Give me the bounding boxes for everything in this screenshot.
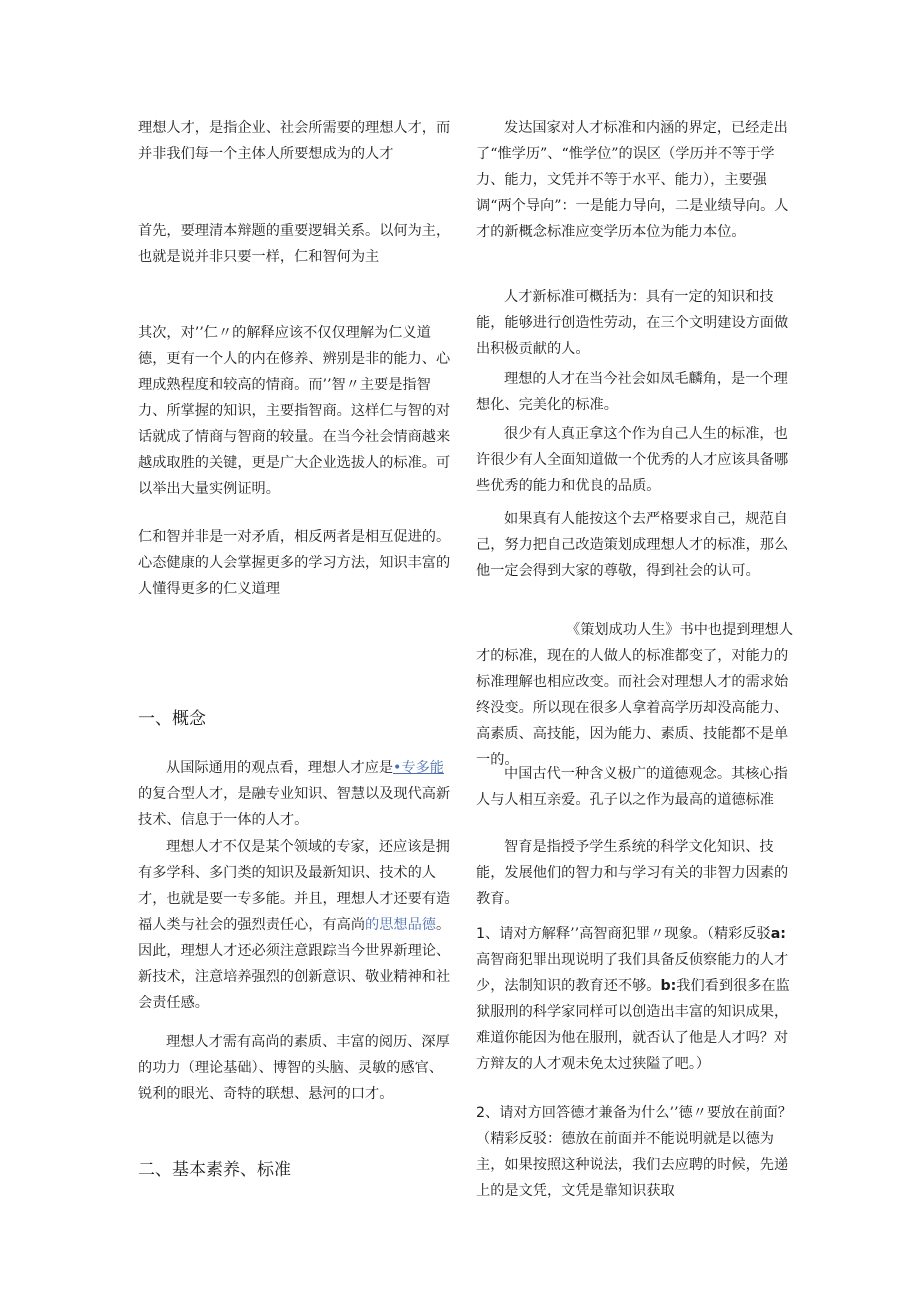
- left-para-5-text-a: 从国际通用的观点看，理想人才应是: [166, 760, 394, 776]
- left-para-7: 理想人才需有高尚的素质、丰富的阅历、深厚的功力（理论基础）、博智的头脑、灵敏的感官、锐利的眼光、奇特的联想、悬河的口才。: [138, 1034, 450, 1102]
- right-para-4: 很少有人真正拿这个作为自己人生的标准，也许很少有人全面知道做一个优秀的人才应该具备哪些优秀的能力和优良的品质。: [476, 426, 789, 494]
- question-1-text-b: 高智商犯罪出现说明了我们具备反侦察能力的人才少，法制知识的教育还不够。: [476, 952, 789, 994]
- question-2: [476, 1100, 794, 1204]
- left-para-4: 仁和智并非是一对矛盾，相反两者是相互促进的。心态健康的人会掌握更多的学习方法，知识丰富的人懂得更多的仁义道理: [138, 529, 451, 597]
- right-para-8: 智育是指授予学生系统的科学文化知识、技能，发展他们的智力和与学习有关的非智力因素的教育。: [476, 839, 789, 907]
- question-1: [476, 921, 794, 1077]
- left-para-6: [138, 834, 456, 1016]
- question-1-number: 1: [476, 926, 486, 942]
- left-para-5: [138, 755, 456, 833]
- right-para-3: 理想的人才在当今社会如凤毛麟角，是一个理想化、完美化的标准。: [476, 371, 788, 413]
- question-1-text-a: 、请对方解释’’高智商犯罪〃现象。（精彩反驳: [485, 926, 771, 942]
- left-para-1: 理想人才，是指企业、社会所需要的理想人才，而并非我们每一个主体人所要想成为的人才: [138, 120, 451, 162]
- question-2-text: 、请对方回答德才兼备为什么’’德〃要放在前面？（精彩反驳：德放在前面并不能说明就是以德为主，如果按照这种说法，我们去应聘的时候，先递上的是文凭，文凭是靠知识获取: [476, 1105, 792, 1199]
- right-para-7: 中国古代一种含义极广的道德观念。其核心指人与人相互亲爱。孔子以之作为最高的道德标准: [476, 766, 788, 808]
- link-sixiangpinde[interactable]: 的思想品德: [365, 917, 436, 933]
- left-para-3: 其次，对’’仁〃的解释应该不仅仅理解为仁义道德，更有一个人的内在修养、辨别是非的能力、心理成熟程度和较高的情商。而’’智〃主要是指智力、所掌握的知识，主要指智商。这样仁与智的对话就成了情商与智商的较量。在当今社会情商越来越成取胜的关键，更是广大企业选拔人的标准。可以举出大量实例证明。: [138, 325, 451, 497]
- question-2-number: 2: [476, 1105, 486, 1121]
- right-para-2: 人才新标准可概括为：具有一定的知识和技能，能够进行创造性劳动，在三个文明建设方面做出积极贡献的人。: [476, 289, 789, 357]
- right-para-6: 《策划成功人生》书中也提到理想人才的标准，现在的人做人的标准都变了，对能力的标准理解也相应改变。而社会对理想人才的需求始终没变。所以现在很多人拿着高学历却没高能力、高素质、高技能，因为能力、素质、技能都不是单一的。: [476, 622, 794, 768]
- section-heading-basic-qualities: 二、基本素养、标准: [138, 1160, 291, 1180]
- section-heading-concept: 一、概念: [138, 709, 206, 729]
- link-yizhuanduoneng[interactable]: •专多能: [393, 760, 444, 776]
- right-para-5: 如果真有人能按这个去严格要求自己，规范自己，努力把自己改造策划成理想人才的标准，那么他一定会得到大家的尊敬，得到社会的认可。: [476, 511, 789, 579]
- left-para-6-text-b: 。因此，理想人才还必须注意跟踪当今世界新理论、新技术，注意培养强烈的创新意识、敬业精神和社会责任感。: [138, 917, 451, 1011]
- question-1-text-c: 我们看到很多在监狱服刑的科学家同样可以创造出丰富的知识成果，难道你能因为他在服刑，就否认了他是人才吗？对方辩友的人才观未免太过狭隘了吧。）: [476, 978, 790, 1072]
- left-para-6-text-a: 理想人才不仅是某个领域的专家，还应该是拥有多学科、多门类的知识及最新知识、技术的人才，也就是要一专多能。并且，理想人才还要有造福人类与社会的强烈责任心，有高尚: [138, 839, 451, 933]
- left-para-2: 首先，要理清本辩题的重要逻辑关系。以何为主，也就是说并非只要一样，仁和智何为主: [138, 223, 451, 265]
- question-1-label-b: b:: [660, 978, 677, 994]
- right-para-1: 发达国家对人才标准和内涵的界定，已经走出了“惟学历”、“惟学位”的误区（学历并不等于学力、能力，文凭并不等于水平、能力），主要强调“两个导向”：一是能力导向，二是业绩导向。人才的新概念标准应变学历本位为能力本位。: [476, 120, 789, 240]
- question-1-label-a: a:: [770, 926, 786, 942]
- left-para-5-text-b: 的复合型人才，是融专业知识、智慧以及现代高新技术、信息于一体的人才。: [138, 786, 451, 828]
